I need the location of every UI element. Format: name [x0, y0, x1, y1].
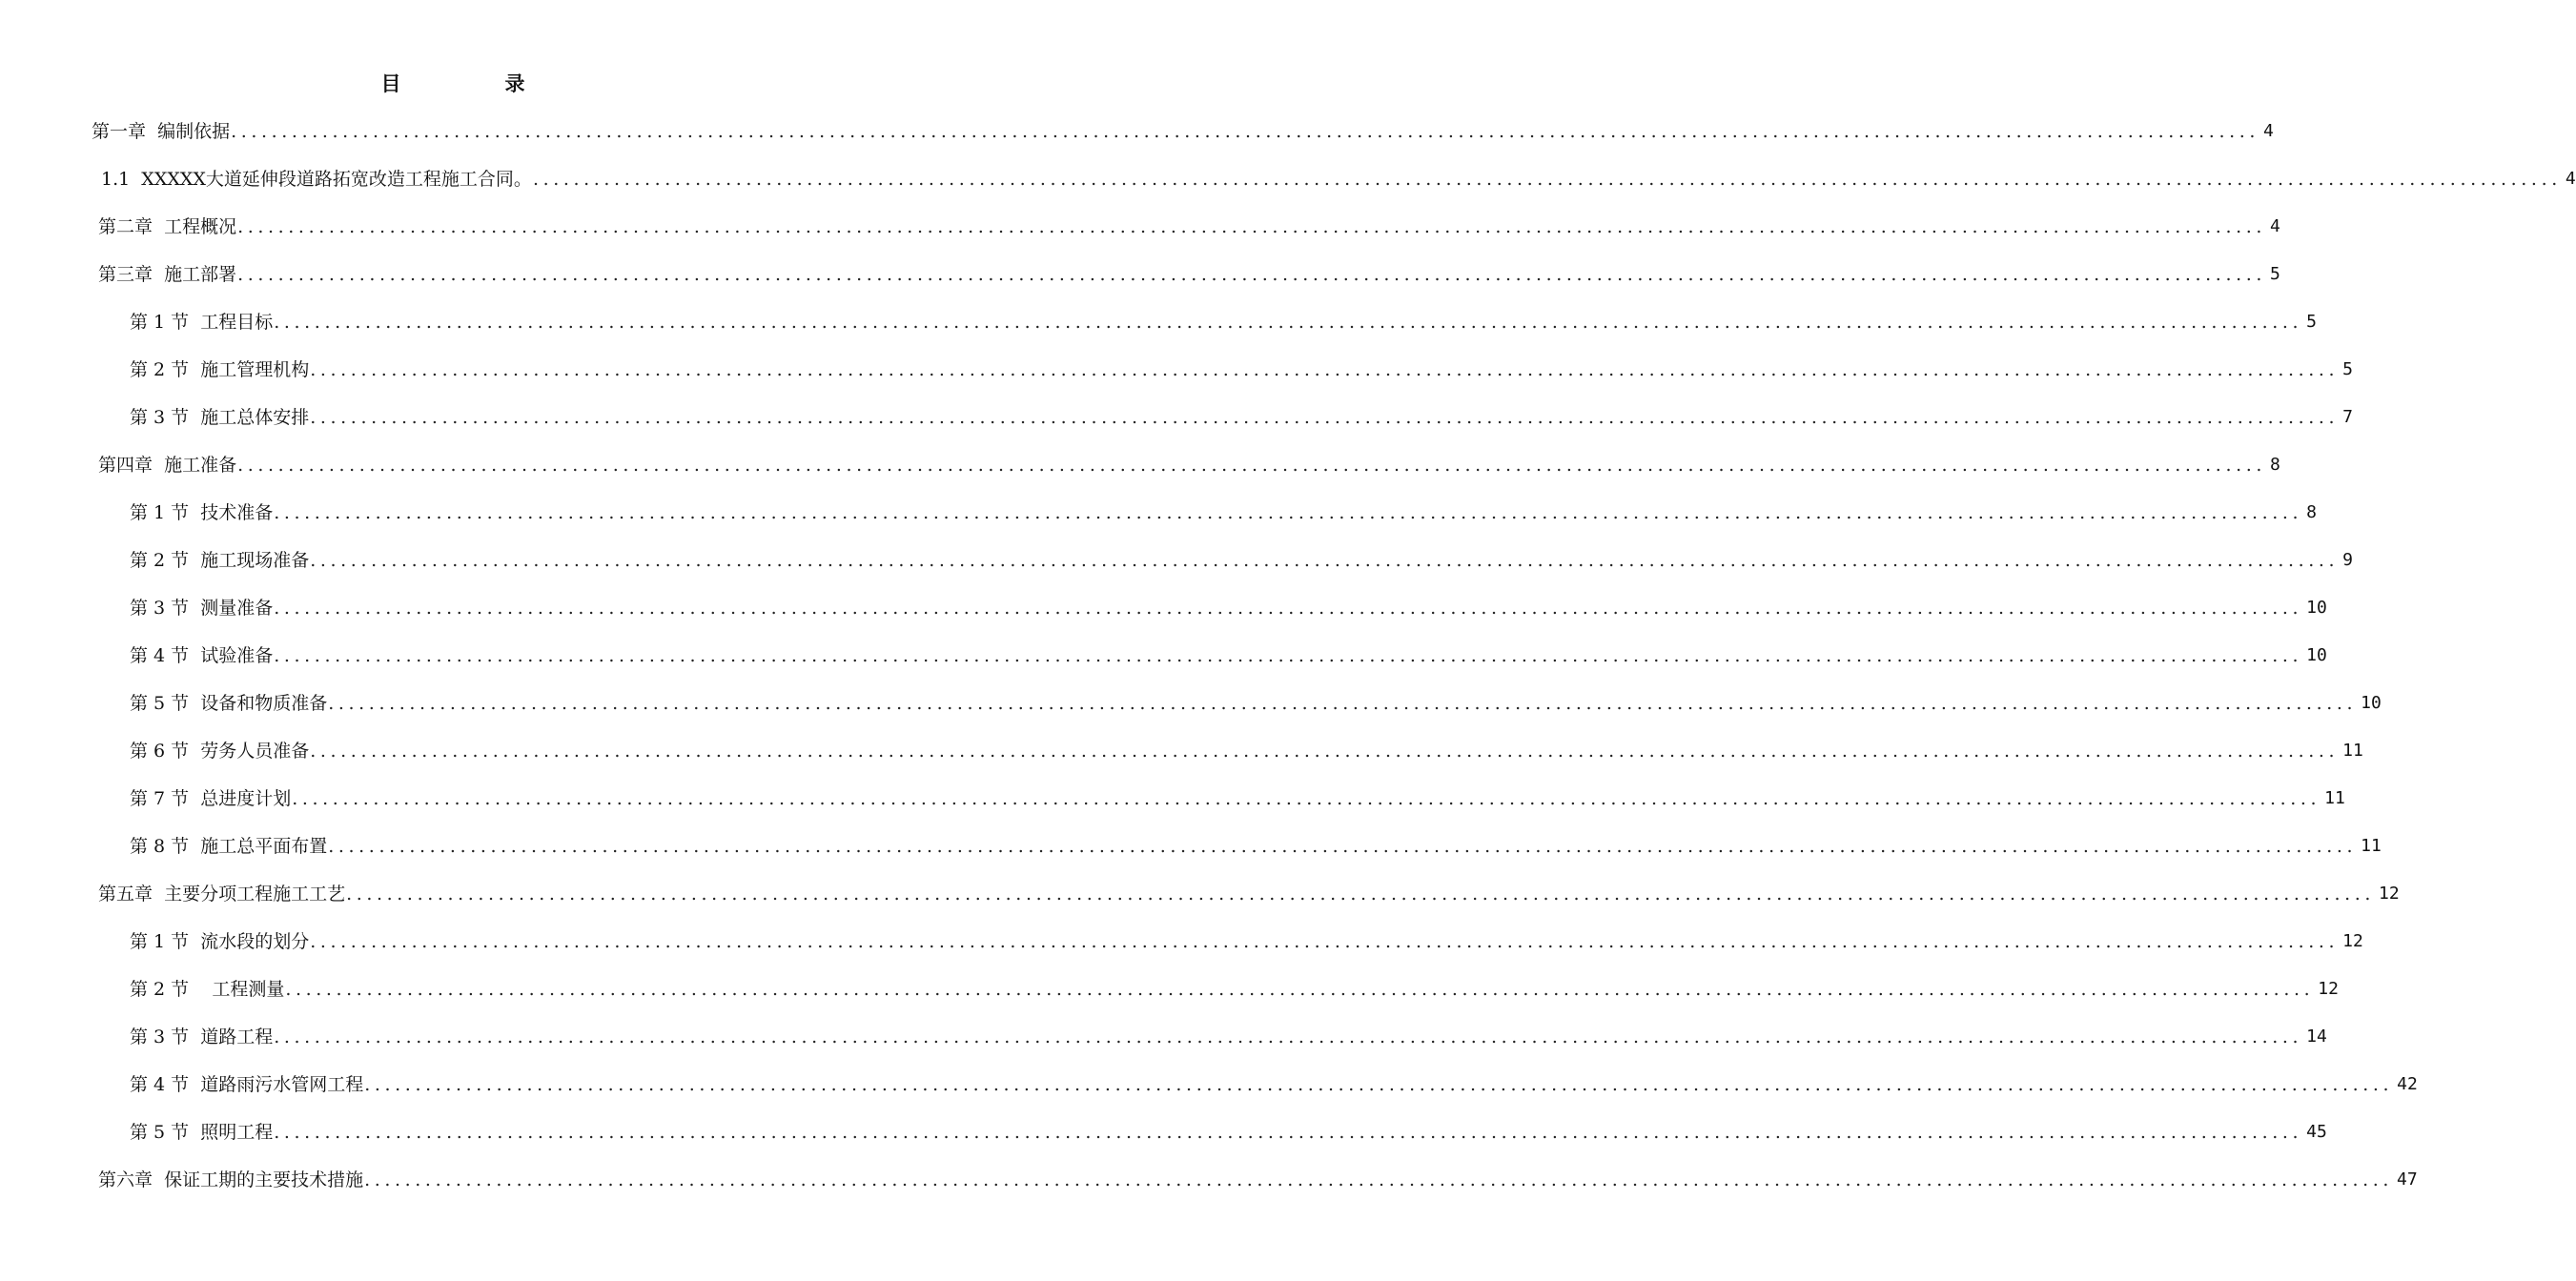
dot-leader: ........................................................................................................................................................................................................ [274, 502, 2303, 523]
toc-page-number: 5 [2270, 264, 2280, 284]
toc-entry-text: 第五章 主要分项工程施工工艺 [98, 884, 346, 905]
toc-page-number: 8 [2270, 455, 2280, 475]
toc-entry-section[interactable] [130, 823, 2382, 870]
dot-leader: ........................................................................................................................................................................................................ [364, 1169, 2394, 1190]
toc-entry-text: 第 2 节 施工管理机构 [130, 359, 310, 380]
toc-entry-text: 第 3 节 施工总体安排 [130, 407, 310, 428]
dot-leader: ........................................................................................................................................................................................................ [328, 693, 2358, 714]
dot-leader: ........................................................................................................................................................................................................ [231, 121, 2260, 142]
toc-entry-text: 第 3 节 道路工程 [130, 1027, 274, 1047]
toc-page-number: 47 [2397, 1169, 2418, 1190]
dot-leader: ........................................................................................................................................................................................................ [310, 550, 2340, 571]
toc-entry-chapter-1[interactable] [92, 108, 2274, 155]
toc-page-number: 12 [2342, 931, 2363, 951]
toc-entry-text: 第 4 节 试验准备 [130, 645, 274, 666]
toc-page-number: 14 [2306, 1027, 2327, 1047]
toc-entry-section[interactable] [130, 584, 2327, 632]
toc-entry-section[interactable] [130, 727, 2363, 775]
toc-entry-text: 第二章 工程概况 [98, 216, 237, 237]
toc-entry-section[interactable] [130, 394, 2354, 441]
toc-entry-chapter-6[interactable] [98, 1156, 2418, 1204]
toc-entry-text: 第 1 节 技术准备 [130, 502, 274, 523]
dot-leader: ........................................................................................................................................................................................................ [274, 598, 2303, 619]
toc-entry-section[interactable] [130, 632, 2327, 680]
toc-entry-text: 第 3 节 测量准备 [130, 598, 274, 619]
dot-leader: ........................................................................................................................................................................................................ [364, 1074, 2394, 1095]
toc-entry-text: 第 2 节 工程测量 [130, 979, 285, 1000]
toc-page-number: 9 [2342, 550, 2354, 570]
toc-entry-section[interactable] [130, 346, 2354, 394]
toc-page-number: 42 [2397, 1074, 2418, 1094]
toc-entry-text: 第 6 节 劳务人员准备 [130, 741, 310, 762]
dot-leader: ........................................................................................................................................................................................................ [237, 216, 2267, 237]
toc-page-number: 5 [2306, 312, 2318, 332]
toc-page-number: 7 [2342, 407, 2354, 427]
toc-page-number: 8 [2306, 502, 2318, 522]
dot-leader: ........................................................................................................................................................................................................ [310, 931, 2340, 952]
toc-page-number: 10 [2306, 598, 2327, 618]
toc-entry-section[interactable] [130, 680, 2382, 727]
toc-entry-section[interactable] [130, 1061, 2418, 1108]
dot-leader: ........................................................................................................................................................................................................ [292, 788, 2321, 809]
toc-entry-chapter-3[interactable] [98, 251, 2280, 298]
toc-entry-text: 第 5 节 照明工程 [130, 1122, 274, 1143]
toc-entry-text: 第四章 施工准备 [98, 455, 237, 476]
toc-page-number: 4 [2270, 216, 2280, 236]
dot-leader: ........................................................................................................................................................................................................ [237, 264, 2267, 285]
toc-title: 目 录 [380, 72, 567, 95]
toc-entry-chapter-5[interactable] [98, 870, 2400, 918]
dot-leader: ........................................................................................................................................................................................................ [346, 884, 2376, 905]
toc-entry-section[interactable] [130, 298, 2318, 346]
toc-entry-text: 1.1 XXXXX大道延伸段道路拓宽改造工程施工合同。 [101, 169, 532, 190]
toc-entry-1-1[interactable] [101, 155, 2576, 203]
toc-entry-section[interactable] [130, 537, 2354, 584]
dot-leader: ........................................................................................................................................................................................................ [310, 407, 2340, 428]
dot-leader: ........................................................................................................................................................................................................ [274, 645, 2303, 666]
toc-entry-text: 第 5 节 设备和物质准备 [130, 693, 328, 714]
toc-entry-text: 第 4 节 道路雨污水管网工程 [130, 1074, 364, 1095]
toc-page-number: 5 [2342, 359, 2354, 379]
toc-entry-text: 第一章 编制依据 [92, 121, 231, 142]
dot-leader: ........................................................................................................................................................................................................ [237, 455, 2267, 476]
toc-entry-text: 第六章 保证工期的主要技术措施 [98, 1169, 364, 1190]
toc-page-number: 12 [2379, 884, 2400, 904]
dot-leader: ........................................................................................................................................................................................................ [274, 312, 2303, 333]
toc-page-number: 11 [2324, 788, 2345, 808]
dot-leader: ........................................................................................................................................................................................................ [532, 169, 2562, 190]
dot-leader: ........................................................................................................................................................................................................ [285, 979, 2315, 1000]
toc-page-number: 45 [2306, 1122, 2327, 1142]
toc-page-number: 4 [2565, 169, 2576, 189]
toc-page-number: 10 [2306, 645, 2327, 665]
toc-entry-text: 第 8 节 施工总平面布置 [130, 836, 328, 857]
toc-entry-section[interactable] [130, 1108, 2327, 1156]
dot-leader: ........................................................................................................................................................................................................ [274, 1122, 2303, 1143]
toc-entry-text: 第 2 节 施工现场准备 [130, 550, 310, 571]
toc-page-number: 4 [2263, 121, 2274, 141]
toc-entry-section[interactable] [130, 918, 2363, 966]
toc-page-number: 11 [2361, 836, 2382, 856]
toc-entry-chapter-2[interactable] [98, 203, 2280, 251]
toc-page-number: 11 [2342, 741, 2363, 761]
toc-page-number: 10 [2361, 693, 2382, 713]
toc-entry-section[interactable] [130, 966, 2339, 1013]
dot-leader: ........................................................................................................................................................................................................ [310, 359, 2340, 380]
toc-entry-text: 第 1 节 流水段的划分 [130, 931, 310, 952]
toc-entry-text: 第三章 施工部署 [98, 264, 237, 285]
dot-leader: ........................................................................................................................................................................................................ [328, 836, 2358, 857]
dot-leader: ........................................................................................................................................................................................................ [310, 741, 2340, 762]
toc-entry-section[interactable] [130, 1013, 2327, 1061]
toc-entry-section[interactable] [130, 489, 2318, 537]
toc-entry-text: 第 7 节 总进度计划 [130, 788, 292, 809]
toc-entry-text: 第 1 节 工程目标 [130, 312, 274, 333]
toc-page-number: 12 [2318, 979, 2339, 999]
dot-leader: ........................................................................................................................................................................................................ [274, 1027, 2303, 1047]
toc-entry-chapter-4[interactable] [98, 441, 2280, 489]
toc-entry-section[interactable] [130, 775, 2345, 823]
